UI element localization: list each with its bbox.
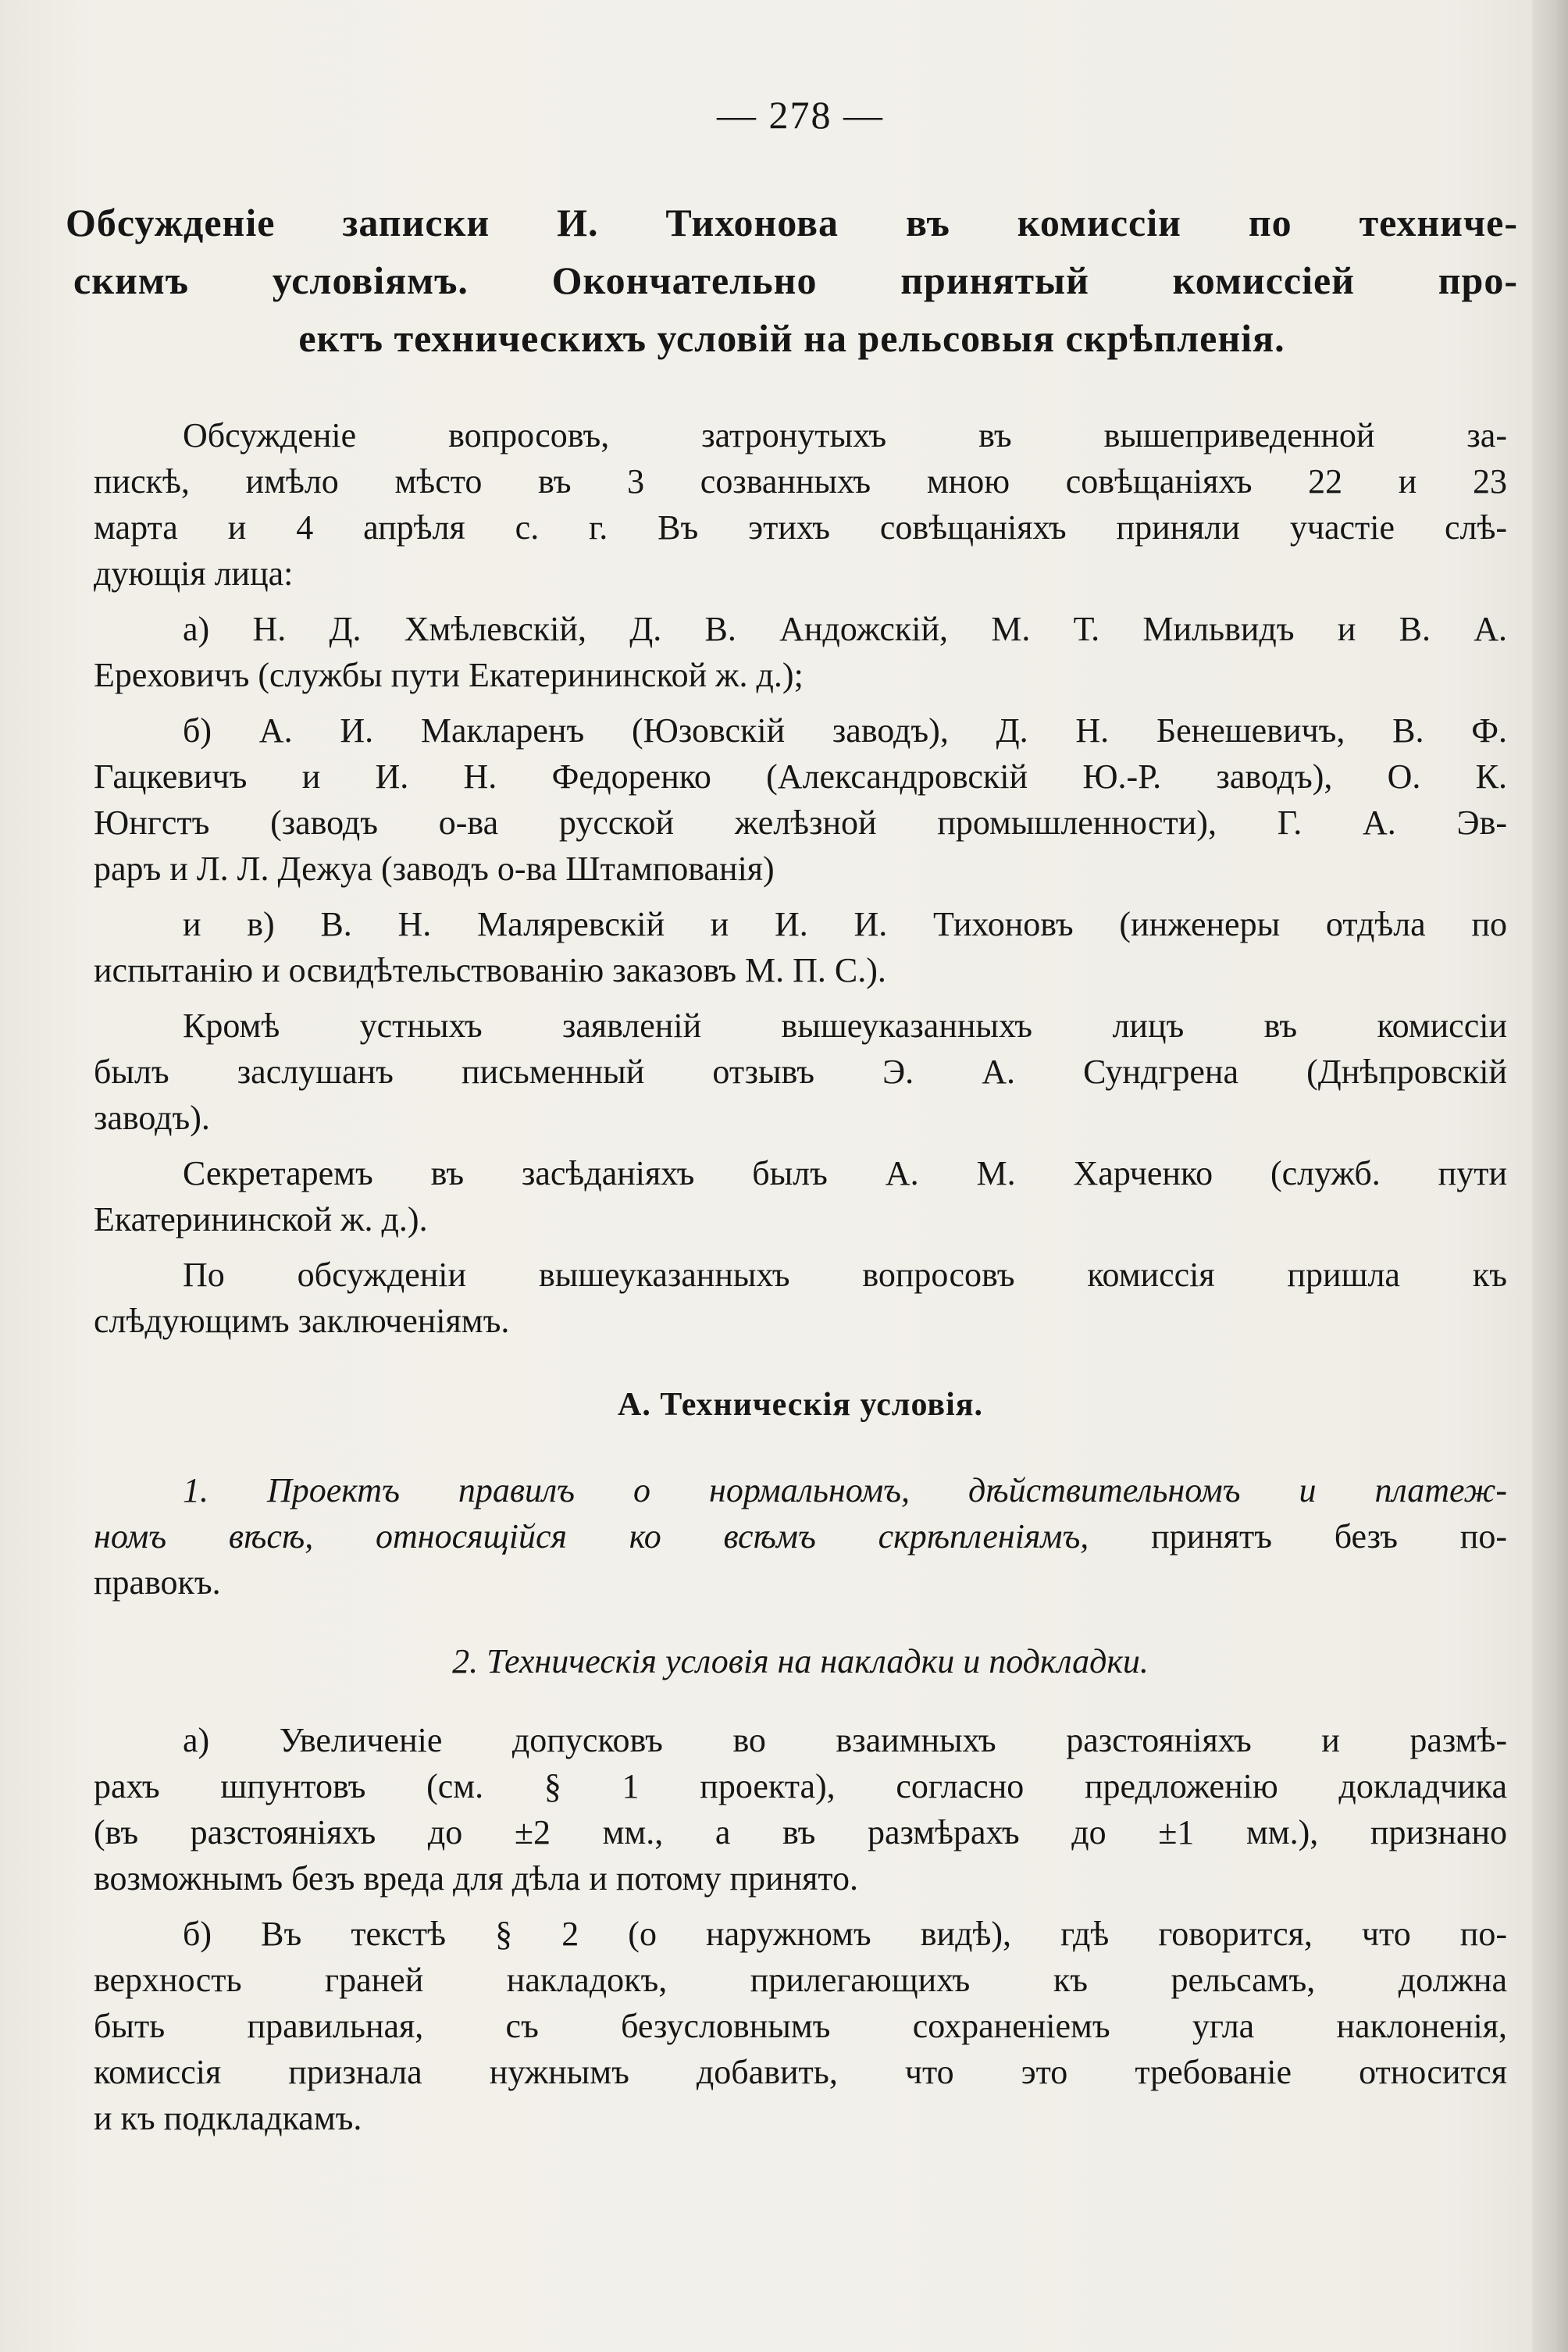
page-number: — 278 — bbox=[717, 93, 884, 137]
text-line bbox=[94, 1513, 1507, 1559]
heading-line: ектъ техническихъ условій на рельсовыя скрѣпленія. bbox=[298, 316, 1285, 360]
text-line: возможнымъ безъ вреда для дѣла и потому принято. bbox=[94, 1859, 859, 1898]
page-edge bbox=[1532, 0, 1568, 2352]
article-heading bbox=[66, 194, 1518, 367]
text-line: слѣдующимъ заключеніямъ. bbox=[94, 1302, 510, 1340]
text-line: Секретаремъ въ засѣданіяхъ былъ А. М. Харченко (служб. пути bbox=[183, 1154, 1507, 1192]
text-line: марта и 4 апрѣля с. г. Въ этихъ совѣщаніяхъ приняли участіе слѣ- bbox=[94, 508, 1507, 547]
participants-group-b bbox=[94, 707, 1507, 892]
text-line: 1. Проектъ правилъ о нормальномъ, дѣйствительномъ и платеж- bbox=[183, 1471, 1507, 1509]
item-2b-paragraph bbox=[94, 1911, 1507, 2141]
text-line: Обсужденіе вопросовъ, затронутыхъ въ вышеприведенной за- bbox=[183, 416, 1507, 454]
text-line: рахъ шпунтовъ (см. § 1 проекта), согласно предложенію докладчика bbox=[94, 1767, 1507, 1805]
text-line: правокъ. bbox=[94, 1563, 221, 1602]
conclusion-paragraph bbox=[94, 1252, 1507, 1344]
text-line: былъ заслушанъ письменный отзывъ Э. А. Сундгрена (Днѣпровскій bbox=[94, 1053, 1507, 1091]
text-line: раръ и Л. Л. Дежуа (заводъ о-ва Штампованія) bbox=[94, 850, 775, 888]
participants-group-c bbox=[94, 901, 1507, 993]
text-line: комиссія признала нужнымъ добавить, что это требованіе относится bbox=[94, 2053, 1507, 2091]
text-line: (въ разстояніяхъ до ±2 мм., а въ размѣрахъ до ±1 мм.), признано bbox=[94, 1813, 1507, 1851]
text-line: и в) В. Н. Маляревскій и И. И. Тихоновъ (инженеры отдѣла по bbox=[183, 905, 1507, 943]
text-line: и къ подкладкамъ. bbox=[94, 2099, 362, 2137]
text-line: а) Н. Д. Хмѣлевскій, Д. В. Андожскій, М. Т. Мильвидъ и В. А. bbox=[183, 610, 1507, 648]
text-line: б) Въ текстѣ § 2 (о наружномъ видѣ), гдѣ говорится, что по- bbox=[183, 1915, 1507, 1953]
text-line: Кромѣ устныхъ заявленій вышеуказанныхъ лицъ въ комиссіи bbox=[183, 1007, 1507, 1045]
plain-text: принятъ безъ по- bbox=[1151, 1517, 1507, 1556]
heading-line: скимъ условіямъ. Окончательно принятый комиссіей про- bbox=[73, 258, 1518, 302]
text-line: дующія лица: bbox=[94, 554, 294, 593]
intro-paragraph bbox=[94, 412, 1507, 597]
text-line: а) Увеличеніе допусковъ во взаимныхъ разстояніяхъ и размѣ- bbox=[183, 1721, 1507, 1759]
item-1-paragraph bbox=[94, 1467, 1507, 1605]
italic-text: номъ вѣсѣ, относящійся ко всѣмъ скрѣпленіямъ, bbox=[94, 1517, 1089, 1556]
text-line: пискѣ, имѣло мѣсто въ 3 созванныхъ мною совѣщаніяхъ 22 и 23 bbox=[94, 462, 1507, 501]
item-2-heading: 2. Техническія условія на накладки и подкладки. bbox=[452, 1642, 1149, 1680]
heading-line: Обсужденіе записки И. Тихонова въ комиссіи по техниче- bbox=[66, 201, 1518, 244]
page-content bbox=[66, 92, 1518, 2151]
text-line: Юнгстъ (заводъ о-ва русской желѣзной промышленности), Г. А. Эв- bbox=[94, 804, 1507, 842]
written-opinion-paragraph bbox=[94, 1003, 1507, 1141]
text-line: б) А. И. Макларенъ (Юзовскій заводъ), Д. Н. Бенешевичъ, В. Ф. bbox=[183, 711, 1507, 750]
item-2a-paragraph bbox=[94, 1717, 1507, 1901]
text-line: Гацкевичъ и И. Н. Федоренко (Александровскій Ю.-Р. заводъ), О. К. bbox=[94, 757, 1507, 796]
participants-group-a bbox=[94, 606, 1507, 698]
text-line: Ереховичъ (службы пути Екатерининской ж. д.); bbox=[94, 656, 804, 694]
section-heading: А. Техническія условія. bbox=[618, 1387, 983, 1423]
text-line: По обсужденіи вышеуказанныхъ вопросовъ комиссія пришла къ bbox=[183, 1256, 1507, 1294]
secretary-paragraph bbox=[94, 1150, 1507, 1242]
text-line: Екатерининской ж. д.). bbox=[94, 1200, 428, 1238]
text-line: быть правильная, съ безусловнымъ сохраненіемъ угла наклоненія, bbox=[94, 2007, 1507, 2045]
text-line: испытанію и освидѣтельствованію заказовъ М. П. С.). bbox=[94, 951, 886, 989]
text-line: верхность граней накладокъ, прилегающихъ къ рельсамъ, должна bbox=[94, 1961, 1507, 1999]
text-line: заводъ). bbox=[94, 1099, 210, 1137]
